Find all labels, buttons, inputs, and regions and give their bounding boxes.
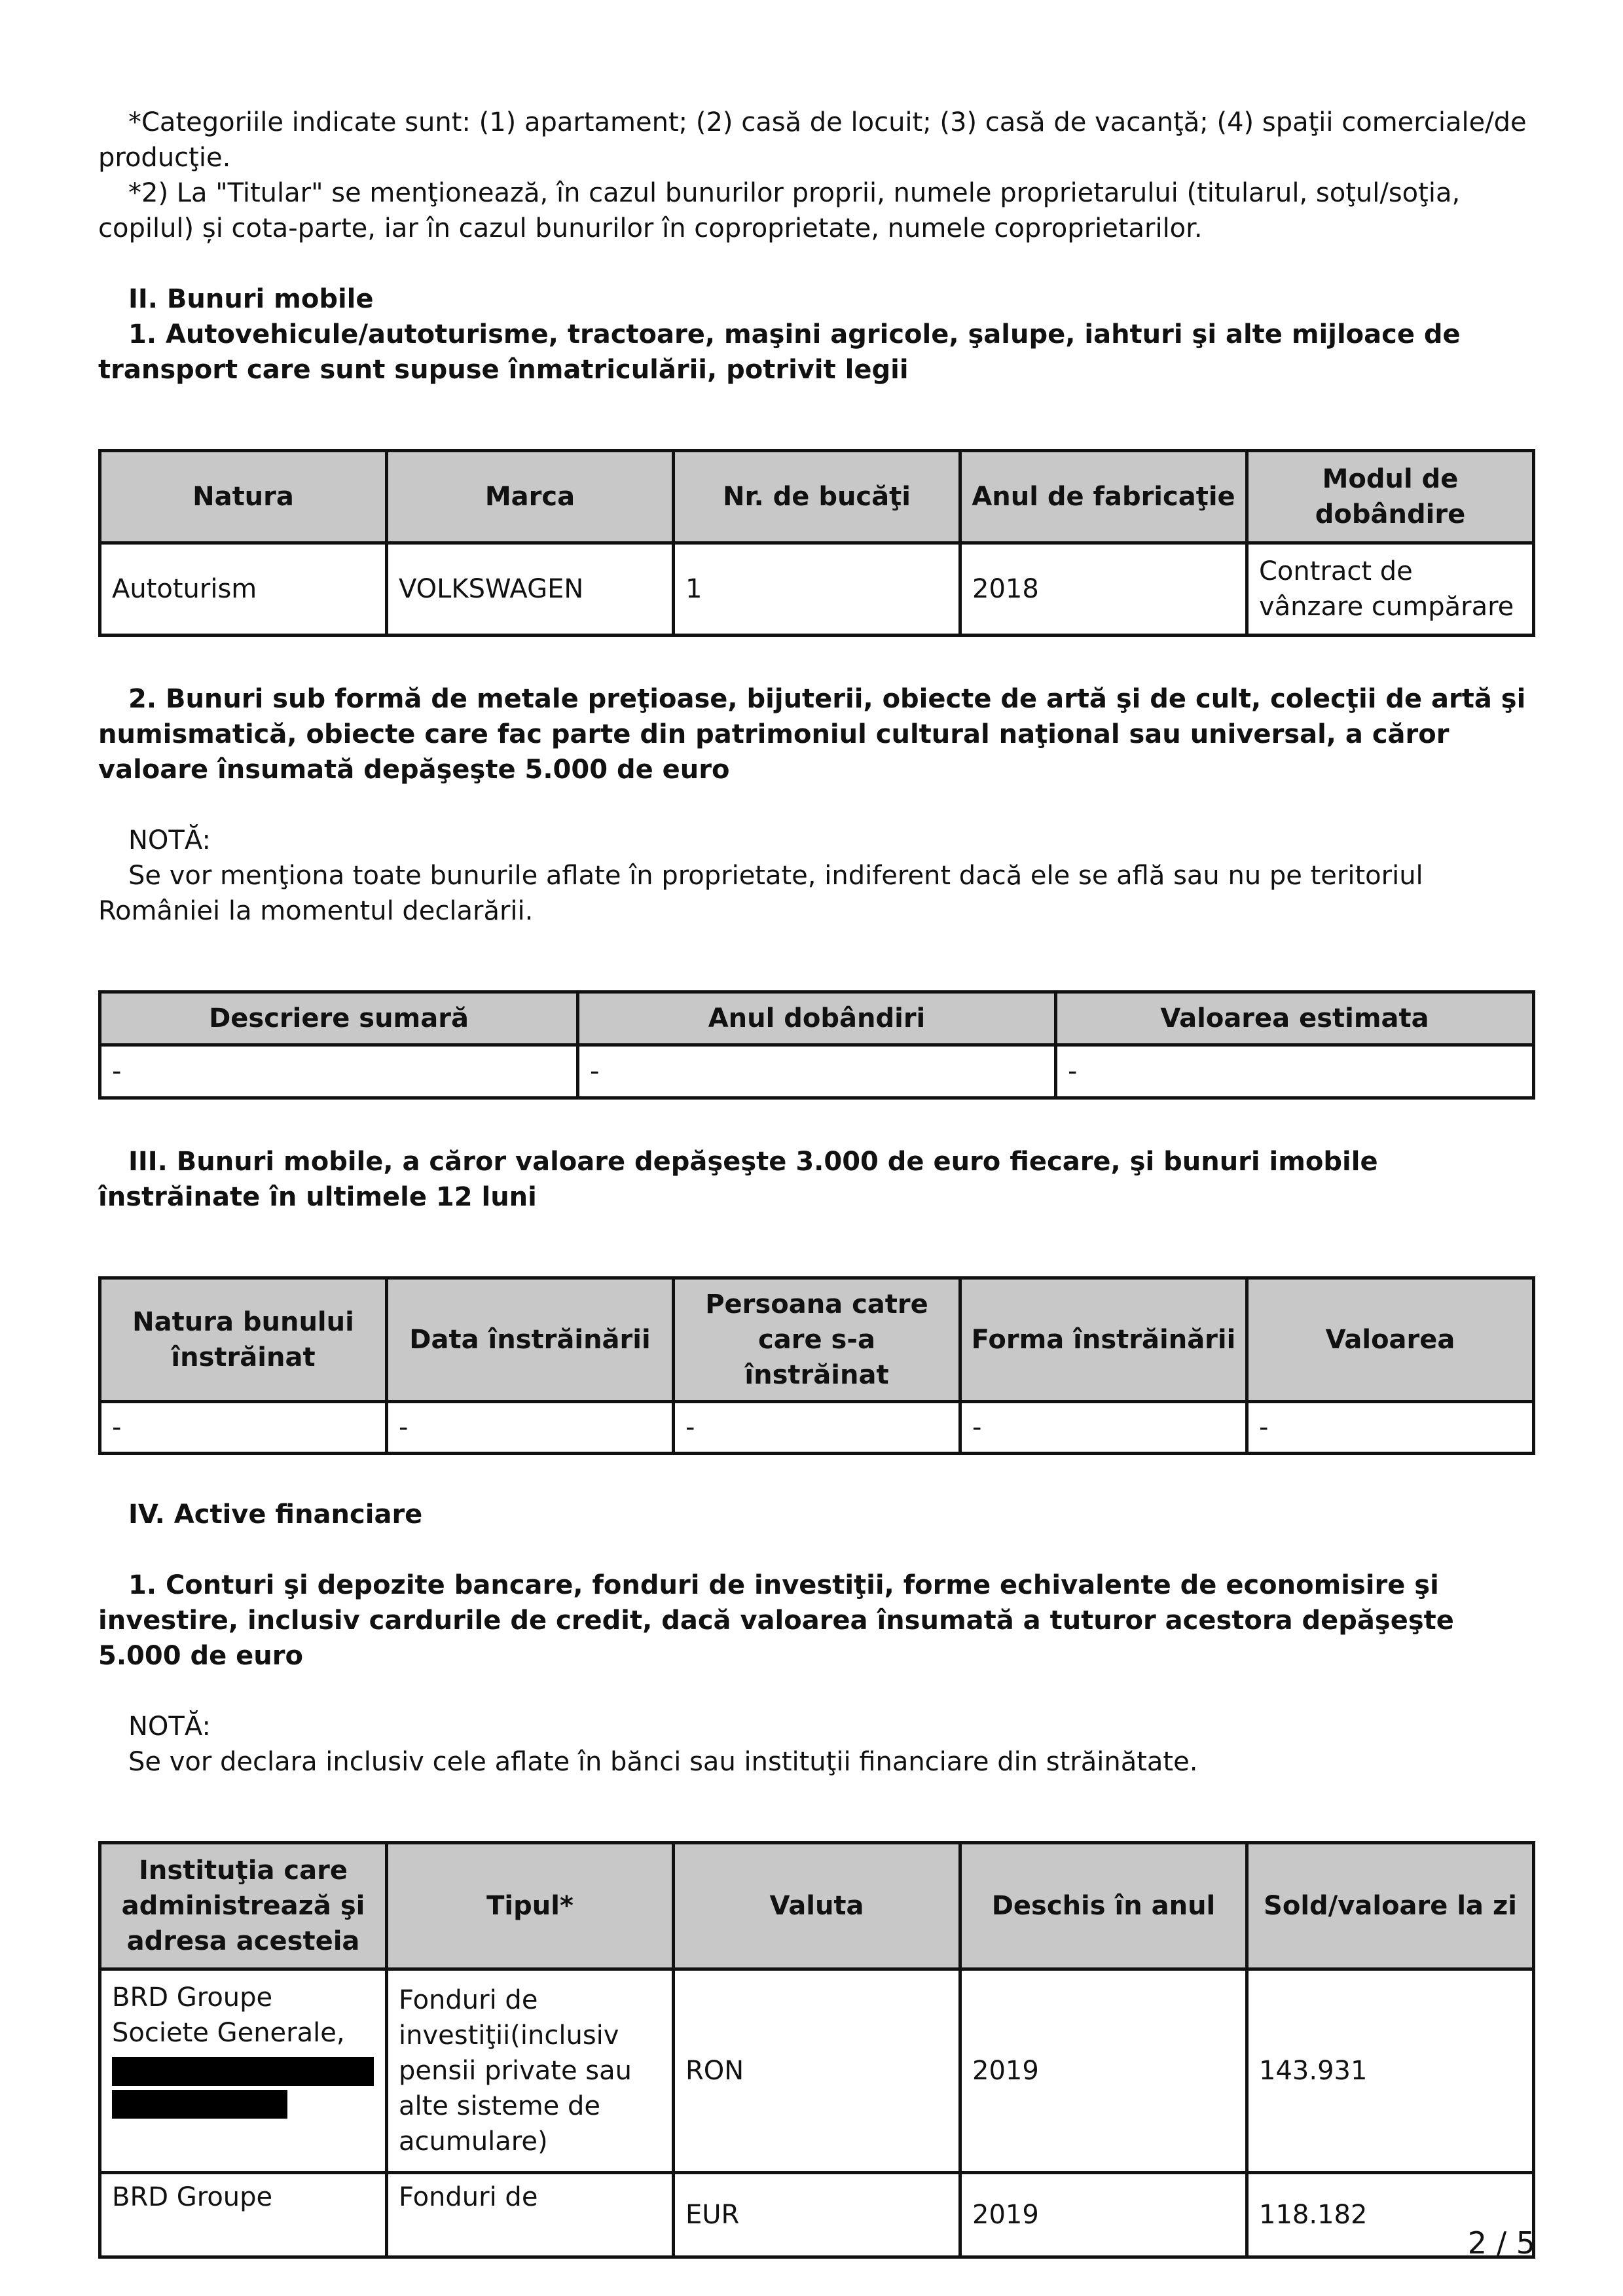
cell: 143.931 (1247, 1969, 1534, 2173)
nota-label: NOTĂ: (128, 1712, 211, 1742)
table-header-row (100, 1278, 1534, 1402)
col-institutia: Instituţia care administrează şi adresa acesteia (100, 1843, 387, 1969)
nota-label: NOTĂ: (128, 825, 211, 855)
section-2-sub1: 1. Autovehicule/autoturisme, tractoare, maşini agricole, şalupe, iahturi şi alte mijloace de transport care sunt supuse înmatriculării, potrivit legii (98, 319, 1461, 385)
nota-text: Se vor menţiona toate bunurile aflate în proprietate, indiferent dacă ele se află sau nu pe teritoriul României la momentul declarării. (98, 861, 1423, 926)
col-anul-fabricatie: Anul de fabricaţie (960, 451, 1247, 543)
cell: 2019 (960, 1969, 1247, 2173)
table-row (100, 2173, 1534, 2257)
section-2-title: II. Bunuri mobile (128, 284, 374, 314)
cell: Autoturism (100, 543, 387, 636)
cell: BRD Groupe (100, 2173, 387, 2257)
section-2-sub2: 2. Bunuri sub formă de metale preţioase, bijuterii, obiecte de artă şi de cult, colecţii de artă şi numismatică, obiecte care fac parte din patrimoniul cultural naţional sau universal, a căror valoare însumată depăşeşte 5.000 de euro (98, 684, 1526, 785)
institution-name: BRD Groupe Societe Generale, (112, 1982, 345, 2048)
cell: RON (674, 1969, 960, 2173)
note-titular: *2) La "Titular" se menţionează, în cazul bunurilor proprii, numele proprietarului (titularul, soţul/soţia, copilul) și cota-parte, iar în cazul bunurilor în coproprietate, numele coproprietarilor. (98, 178, 1461, 243)
cell: Contract de vânzare cumpărare (1247, 543, 1534, 636)
section-4-title: IV. Active financiare (128, 1499, 423, 1530)
nota-text: Se vor declara inclusiv cele aflate în bănci sau instituţii financiare din străinătate. (128, 1747, 1198, 1777)
col-natura-bunului: Natura bunului înstrăinat (100, 1278, 387, 1402)
table-row (100, 1402, 1534, 1454)
section-4-sub1: 1. Conturi şi depozite bancare, fonduri de investiţii, forme echivalente de economisire şi investire, inclusiv cardurile de credit, dacă valoarea însumată a tuturor acestora depăşeşte 5.000 de euro (98, 1570, 1454, 1671)
col-sold: Sold/valoare la zi (1247, 1843, 1534, 1969)
cell: - (674, 1402, 960, 1454)
col-marca: Marca (387, 451, 674, 543)
col-forma-instrainarii: Forma înstrăinării (960, 1278, 1247, 1402)
table-row (100, 1969, 1534, 2173)
table-row (100, 543, 1534, 636)
cell: - (1056, 1045, 1534, 1098)
table-header-row (100, 992, 1534, 1045)
col-descriere: Descriere sumară (100, 992, 578, 1045)
cell: - (100, 1045, 578, 1098)
page-number: 2 / 5 (1467, 2225, 1535, 2261)
alienated-goods-table (98, 1276, 1535, 1455)
valuables-table (98, 990, 1535, 1100)
cell: - (100, 1402, 387, 1454)
cell: VOLKSWAGEN (387, 543, 674, 636)
col-anul-dobandiri: Anul dobândiri (578, 992, 1056, 1045)
cell: - (578, 1045, 1056, 1098)
cell: 2019 (960, 2173, 1247, 2257)
col-modul-dobandire: Modul de dobândire (1247, 451, 1534, 543)
document-page (98, 105, 1535, 2259)
redaction-bar (112, 2090, 287, 2119)
col-persoana: Persoana catre care s-a înstrăinat (674, 1278, 960, 1402)
cell: EUR (674, 2173, 960, 2257)
cell-institution (100, 1969, 387, 2173)
cell: Fonduri de (387, 2173, 674, 2257)
col-natura: Natura (100, 451, 387, 543)
cell: - (1247, 1402, 1534, 1454)
col-valoarea: Valoarea (1247, 1278, 1534, 1402)
table-header-row (100, 451, 1534, 543)
vehicles-table (98, 449, 1535, 637)
cell: 118.182 (1247, 2173, 1534, 2257)
cell: - (960, 1402, 1247, 1454)
col-nr-bucati: Nr. de bucăţi (674, 451, 960, 543)
financial-assets-table (98, 1841, 1535, 2259)
cell: 1 (674, 543, 960, 636)
col-data-instrainarii: Data înstrăinării (387, 1278, 674, 1402)
note-categories: *Categoriile indicate sunt: (1) apartament; (2) casă de locuit; (3) casă de vacanţă; (4) spaţii comerciale/de producţie. (98, 107, 1527, 173)
table-header-row (100, 1843, 1534, 1969)
col-deschis-anul: Deschis în anul (960, 1843, 1247, 1969)
col-valoarea-estimata: Valoarea estimata (1056, 992, 1534, 1045)
table-row (100, 1045, 1534, 1098)
redaction-bar (112, 2057, 374, 2086)
cell: - (387, 1402, 674, 1454)
section-3-title: III. Bunuri mobile, a căror valoare depăşeşte 3.000 de euro fiecare, şi bunuri imobile înstrăinate în ultimele 12 luni (98, 1147, 1378, 1212)
col-tipul: Tipul* (387, 1843, 674, 1969)
cell: Fonduri de investiţii(inclusiv pensii private sau alte sisteme de acumulare) (387, 1969, 674, 2173)
cell: 2018 (960, 543, 1247, 636)
col-valuta: Valuta (674, 1843, 960, 1969)
